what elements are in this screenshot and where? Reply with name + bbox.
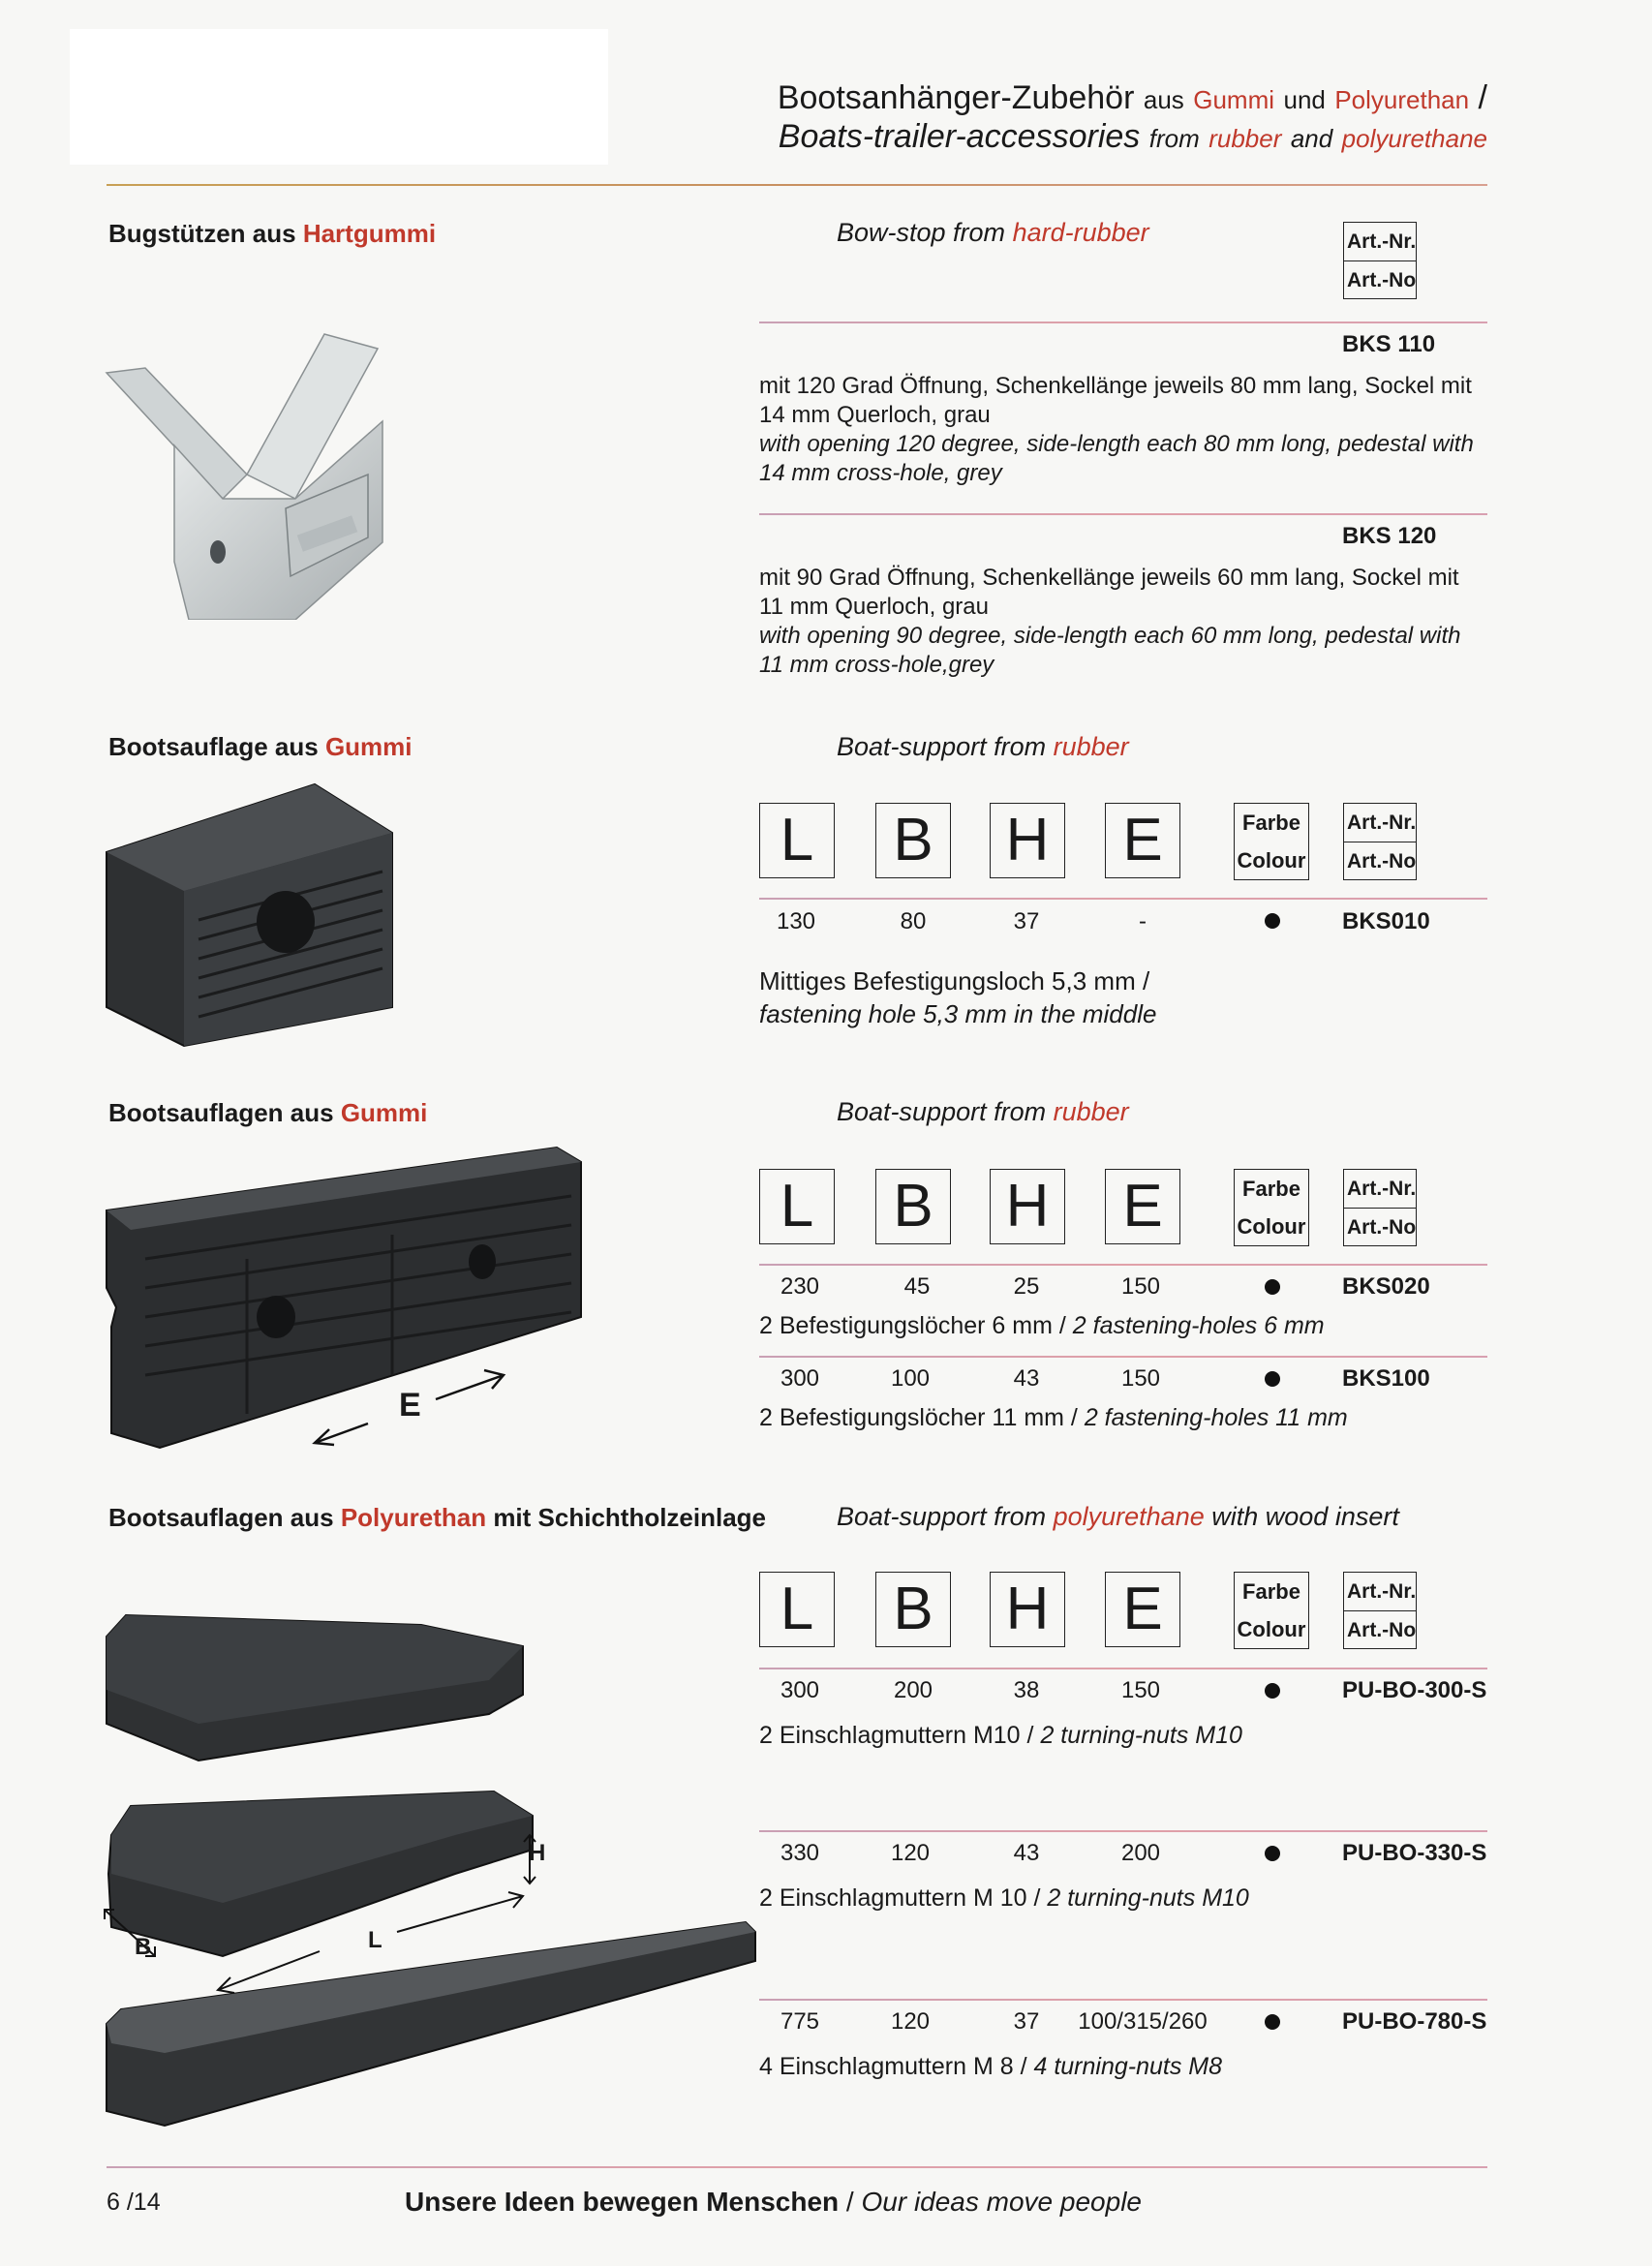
value-h: 37 bbox=[1013, 2008, 1040, 2035]
value-b: 120 bbox=[890, 1840, 931, 1866]
colour-black-dot bbox=[1265, 1683, 1280, 1699]
section4-title-de: Bootsauflagen aus Polyurethan mit Schichtholzeinlage bbox=[108, 1503, 767, 1532]
item-code: PU-BO-300-S bbox=[1342, 1677, 1487, 1703]
footer-divider bbox=[107, 2166, 1487, 2168]
value-e: 150 bbox=[1120, 1677, 1161, 1703]
value-l: 300 bbox=[780, 1677, 820, 1703]
section4-title-en: Boat-support from polyurethane with wood insert bbox=[837, 1502, 1399, 1531]
column-h-header: H bbox=[990, 1572, 1065, 1647]
blank-label-area bbox=[70, 29, 608, 165]
value-e: - bbox=[1139, 908, 1147, 934]
colour-black-dot bbox=[1265, 1279, 1280, 1295]
section1-title-de: Bugstützen aus Hartgummi bbox=[108, 219, 437, 248]
item-code: PU-BO-780-S bbox=[1342, 2008, 1487, 2035]
value-b: 80 bbox=[900, 908, 927, 934]
value-h: 38 bbox=[1013, 1677, 1040, 1703]
dimension-arrows-pu bbox=[97, 1830, 542, 2005]
section3-divider-2 bbox=[759, 1356, 1487, 1358]
item-code: BKS020 bbox=[1342, 1273, 1430, 1300]
column-b-header: B bbox=[875, 1572, 951, 1647]
item-code: BKS010 bbox=[1342, 908, 1430, 934]
section1-divider-2 bbox=[759, 513, 1487, 515]
column-l-header: L bbox=[759, 1169, 835, 1244]
item-note: 2 Einschlagmuttern M10 / 2 turning-nuts M10 bbox=[759, 1722, 1242, 1749]
colour-black-dot bbox=[1265, 2014, 1280, 2030]
rubber-block-image bbox=[102, 775, 402, 1051]
value-b: 120 bbox=[890, 2008, 931, 2035]
column-e-header: E bbox=[1105, 803, 1180, 878]
item-code: BKS100 bbox=[1342, 1365, 1430, 1392]
art-number-header: Art.-Nr. Art.-No bbox=[1343, 803, 1417, 880]
value-l: 775 bbox=[780, 2008, 820, 2035]
value-e: 100/315/260 bbox=[1078, 2008, 1208, 2035]
pu-pad-large-image bbox=[102, 1608, 528, 1762]
column-e-header: E bbox=[1105, 1572, 1180, 1647]
art-number-header: Art.-Nr. Art.-No bbox=[1343, 222, 1417, 299]
dimension-label-l: L bbox=[368, 1927, 382, 1953]
section1-title-en: Bow-stop from hard-rubber bbox=[837, 218, 1149, 247]
value-b: 200 bbox=[893, 1677, 933, 1703]
section2-title-de: Bootsauflage aus Gummi bbox=[108, 732, 413, 761]
value-b: 100 bbox=[890, 1365, 931, 1392]
value-e: 150 bbox=[1120, 1273, 1161, 1300]
section3-title-de: Bootsauflagen aus Gummi bbox=[108, 1098, 428, 1127]
section4-divider-2 bbox=[759, 1830, 1487, 1832]
item-code: BKS 110 bbox=[1342, 331, 1436, 357]
bow-stop-image bbox=[102, 329, 392, 620]
page-number: 6 /14 bbox=[107, 2189, 161, 2216]
value-h: 25 bbox=[1013, 1273, 1040, 1300]
dimension-label-e: E bbox=[399, 1387, 421, 1424]
header-divider bbox=[107, 184, 1487, 186]
item-description: mit 120 Grad Öffnung, Schenkellänge jeweils 80 mm lang, Sockel mit 14 mm Querloch, grau with opening 120 degree, side-length each 80 mm long, pedestal with 14 mm cross-hole, grey bbox=[759, 373, 1474, 486]
value-l: 130 bbox=[776, 908, 816, 934]
column-e-header: E bbox=[1105, 1169, 1180, 1244]
column-b-header: B bbox=[875, 803, 951, 878]
value-l: 230 bbox=[780, 1273, 820, 1300]
value-h: 43 bbox=[1013, 1365, 1040, 1392]
column-l-header: L bbox=[759, 803, 835, 878]
item-description: mit 90 Grad Öffnung, Schenkellänge jeweils 60 mm lang, Sockel mit 11 mm Querloch, grau with opening 90 degree, side-length each 60 mm long, pedestal with 11 mm cross-hole,grey bbox=[759, 565, 1461, 678]
item-note: 2 Einschlagmuttern M 10 / 2 turning-nuts M10 bbox=[759, 1884, 1249, 1912]
value-h: 37 bbox=[1013, 908, 1040, 934]
section3-title-en: Boat-support from rubber bbox=[837, 1097, 1129, 1126]
item-note: 2 Befestigungslöcher 11 mm / 2 fastening-holes 11 mm bbox=[759, 1404, 1348, 1431]
column-h-header: H bbox=[990, 1169, 1065, 1244]
art-number-header: Art.-Nr. Art.-No bbox=[1343, 1169, 1417, 1246]
colour-header: Farbe Colour bbox=[1234, 803, 1309, 880]
header-title-de: Bootsanhänger-Zubehör aus Gummi und Polyurethan / bbox=[777, 79, 1487, 116]
colour-black-dot bbox=[1265, 1371, 1280, 1387]
item-note-en: fastening hole 5,3 mm in the middle bbox=[759, 999, 1157, 1028]
item-code: PU-BO-330-S bbox=[1342, 1840, 1487, 1866]
item-note: 4 Einschlagmuttern M 8 / 4 turning-nuts M8 bbox=[759, 2053, 1223, 2080]
item-code: BKS 120 bbox=[1342, 523, 1437, 549]
footer-slogan: Unsere Ideen bewegen Menschen / Our ideas move people bbox=[405, 2187, 1142, 2217]
colour-header: Farbe Colour bbox=[1234, 1169, 1309, 1246]
column-h-header: H bbox=[990, 803, 1065, 878]
dimension-label-b: B bbox=[135, 1934, 152, 1960]
column-b-header: B bbox=[875, 1169, 951, 1244]
header-title-en: Boats-trailer-accessories from rubber and polyurethane bbox=[778, 118, 1487, 155]
value-e: 200 bbox=[1120, 1840, 1161, 1866]
item-note: 2 Befestigungslöcher 6 mm / 2 fastening-holes 6 mm bbox=[759, 1312, 1325, 1339]
item-note-de: Mittiges Befestigungsloch 5,3 mm / bbox=[759, 966, 1150, 995]
section2-title-en: Boat-support from rubber bbox=[837, 732, 1129, 761]
value-h: 43 bbox=[1013, 1840, 1040, 1866]
colour-black-dot bbox=[1265, 1846, 1280, 1861]
section2-divider bbox=[759, 898, 1487, 900]
value-e: 150 bbox=[1120, 1365, 1161, 1392]
value-l: 300 bbox=[780, 1365, 820, 1392]
section4-divider-1 bbox=[759, 1668, 1487, 1669]
value-l: 330 bbox=[780, 1840, 820, 1866]
column-l-header: L bbox=[759, 1572, 835, 1647]
colour-header: Farbe Colour bbox=[1234, 1572, 1309, 1649]
value-b: 45 bbox=[903, 1273, 931, 1300]
dimension-label-h: H bbox=[529, 1840, 546, 1866]
section1-divider-1 bbox=[759, 322, 1487, 323]
art-number-header: Art.-Nr. Art.-No bbox=[1343, 1572, 1417, 1649]
section4-divider-3 bbox=[759, 1999, 1487, 2001]
colour-black-dot bbox=[1265, 913, 1280, 929]
section3-divider-1 bbox=[759, 1264, 1487, 1266]
